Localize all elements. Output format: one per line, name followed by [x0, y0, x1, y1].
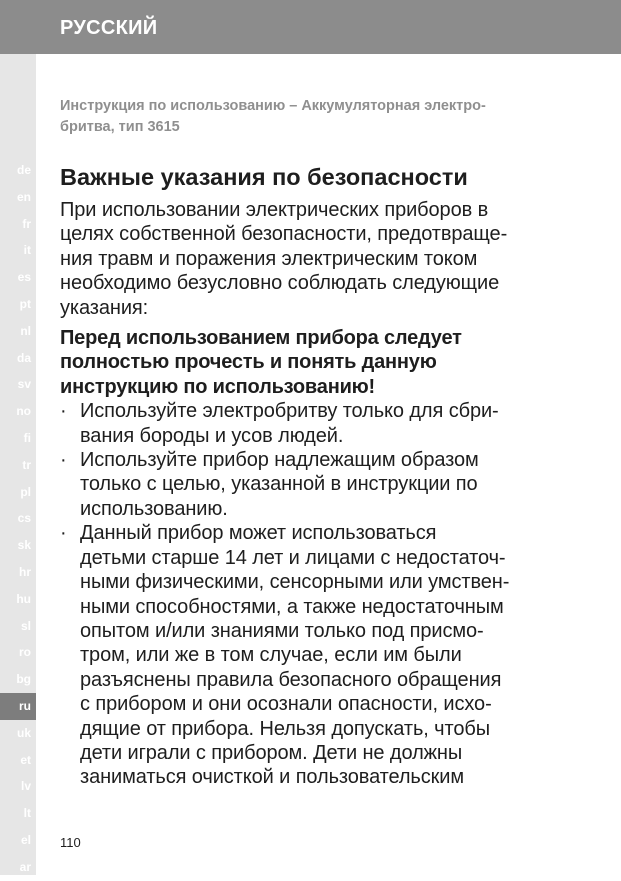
list-item-line: заниматься очисткой и пользовательским — [80, 766, 465, 789]
list-item-line: Используйте прибор надлежащим образом — [80, 449, 479, 472]
list-item-line: дети играли с прибором. Дети не должны — [80, 741, 463, 764]
list-item — [60, 521, 584, 789]
language-tab-bg[interactable]: bg — [16, 672, 31, 687]
language-tab-uk[interactable]: uk — [16, 725, 31, 740]
language-index — [0, 157, 36, 881]
language-tab-ro[interactable]: ro — [19, 645, 31, 660]
language-tab-sk[interactable]: sk — [17, 538, 31, 553]
language-tab-et[interactable]: et — [20, 752, 31, 767]
language-tab-pl[interactable]: pl — [20, 484, 31, 499]
list-item-line: с прибором и они осознали опасности, исхо- — [80, 693, 492, 716]
warning-line: полностью прочесть и понять данную — [60, 351, 437, 374]
bullet-dot-icon: · — [60, 522, 67, 545]
language-tab-es[interactable]: es — [17, 270, 31, 285]
list-item — [60, 448, 584, 521]
warning-paragraph — [60, 326, 584, 399]
language-tab-ar[interactable]: ar — [19, 859, 31, 874]
language-tab-en[interactable]: en — [16, 189, 31, 204]
subtitle-line: бритва, тип 3615 — [60, 119, 180, 135]
list-item-line: тром, или же в том случае, если им были — [80, 644, 462, 667]
page-header — [0, 0, 621, 54]
section-heading: Важные указания по безопасности — [60, 164, 468, 190]
list-item-line: только с целью, указанной в инструкции по — [80, 473, 478, 496]
language-tab-it[interactable]: it — [23, 243, 31, 258]
language-tab-de[interactable]: de — [16, 163, 31, 177]
language-tab-sv[interactable]: sv — [17, 377, 31, 392]
language-title: РУССКИЙ — [60, 17, 158, 39]
language-tab-hu[interactable]: hu — [16, 591, 31, 606]
language-tab-sl[interactable]: sl — [20, 618, 31, 633]
language-tab-no[interactable]: no — [16, 404, 31, 419]
list-item-line: детьми старше 14 лет и лицами с недостаточ- — [80, 546, 506, 569]
document-body — [60, 96, 584, 790]
intro-paragraph — [60, 198, 584, 320]
list-item-line: ными физическими, сенсорными или умствен- — [80, 571, 510, 594]
list-item-line: вания бороды и усов людей. — [80, 424, 344, 447]
list-item-line: дящие от прибора. Нельзя допускать, чтобы — [80, 717, 490, 740]
list-item-line: Данный прибор может использоваться — [80, 522, 437, 545]
language-tab-tr[interactable]: tr — [22, 457, 31, 472]
intro-line: необходимо безусловно соблюдать следующие — [60, 272, 500, 295]
language-tab-lt[interactable]: lt — [23, 806, 31, 821]
intro-line: указания: — [60, 296, 149, 319]
list-item-line: Используйте электробритву только для сбри- — [80, 400, 499, 423]
list-item-line: опытом и/или знаниями только под присмо- — [80, 619, 484, 642]
language-tab-pt[interactable]: pt — [19, 296, 31, 311]
language-tab-nl[interactable]: nl — [20, 323, 31, 338]
language-sidebar — [0, 54, 36, 875]
intro-line: При использовании электрических приборов в — [60, 199, 489, 221]
list-item-line: разъяснены правила безопасного обращения — [80, 668, 502, 691]
warning-line: Перед использованием прибора следует — [60, 327, 462, 350]
subtitle-line: Инструкция по использованию – Аккумуляторная электро- — [60, 98, 486, 114]
language-tab-lv[interactable]: lv — [20, 779, 31, 794]
warning-line: инструкцию по использованию! — [60, 375, 376, 398]
intro-line: целях собственной безопасности, предотвраще- — [60, 223, 508, 246]
bullet-dot-icon: · — [60, 400, 67, 423]
page-number: 110 — [60, 835, 81, 850]
list-item-line: ными способностями, а также недостаточным — [80, 595, 504, 618]
bullet-dot-icon: · — [60, 449, 67, 472]
safety-list — [60, 399, 584, 790]
language-tab-el[interactable]: el — [20, 832, 31, 847]
language-tab-fi[interactable]: fi — [23, 430, 31, 445]
list-item — [60, 399, 584, 448]
language-tab-ru[interactable]: ru — [0, 693, 36, 720]
language-tab-da[interactable]: da — [16, 350, 31, 365]
language-tab-cs[interactable]: cs — [17, 511, 31, 526]
list-item-line: использованию. — [80, 497, 228, 520]
intro-line: ния травм и поражения электрическим током — [60, 247, 478, 270]
language-tab-hr[interactable]: hr — [19, 564, 31, 579]
language-tab-fr[interactable]: fr — [22, 216, 31, 231]
manual-subtitle — [60, 96, 584, 138]
